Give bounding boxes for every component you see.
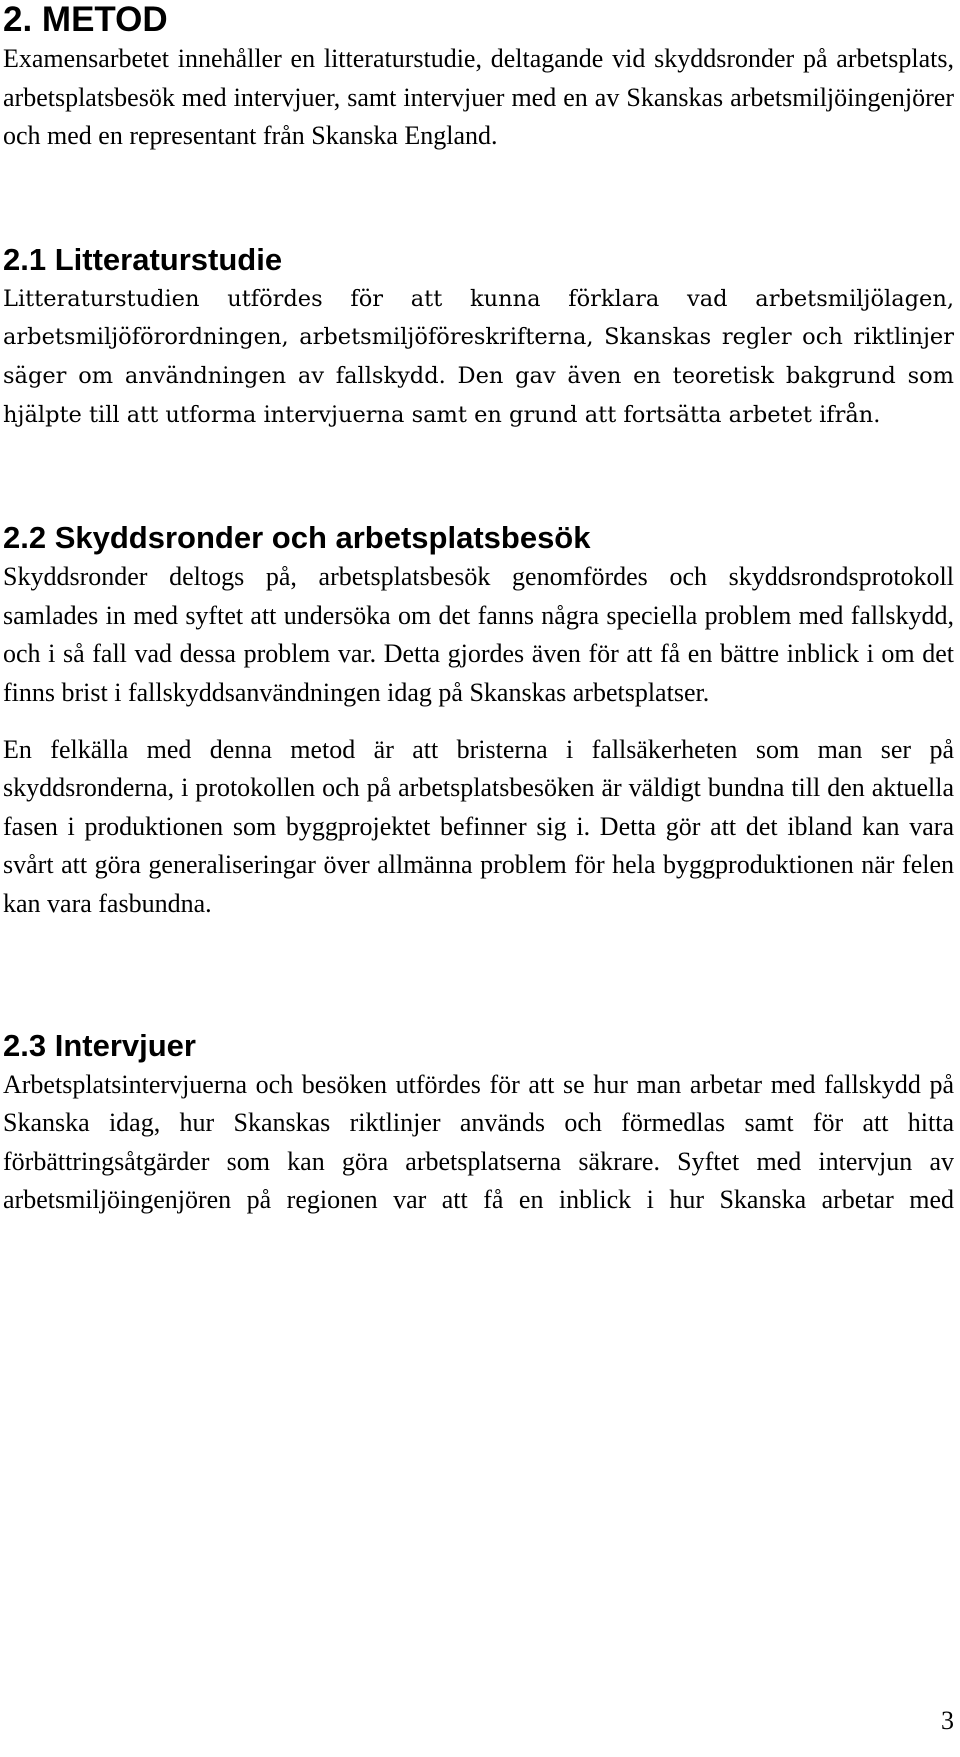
- intro-paragraph: Examensarbetet innehåller en litteraturstudie, deltagande vid skyddsronder på arbetsplats, arbetsplatsbesök med intervjuer, samt intervjuer med en av Skanskas arbetsmiljöingenjörer och med en representant från Skanska England.: [3, 44, 954, 151]
- section-paragraph: Litteraturstudien utfördes för att kunna förklara vad arbetsmiljölagen, arbetsmiljöförordningen, arbetsmiljöföreskrifterna, Skanskas regler och riktlinjer säger om användningen av fallskydd. Den gav även en teoretisk bakgrund som hjälpte till att utforma intervjuerna samt en grund att fortsätta arbetet ifrån.: [3, 285, 954, 428]
- section-heading: 2.1 Litteraturstudie: [3, 241, 283, 277]
- section-paragraph: Arbetsplatsintervjuerna och besöken utfördes för att se hur man arbetar med fallskydd på Skanska idag, hur Skanskas riktlinjer används och förmedlas samt för att hitta förbättringsåtgärder som kan göra arbetsplatserna säkrare. Syftet med intervjun av arbetsmiljöingenjören på regionen var att få en inblick i hur Skanska arbetar med: [3, 1069, 954, 1215]
- section-paragraph: Skyddsronder deltogs på, arbetsplatsbesök genomfördes och skyddsrondsprotokoll samlades in med syftet att undersöka om det fanns några speciella problem med fallskydd, och i så fall vad dessa problem var. Detta gjordes även för att få en bättre inblick i om det finns brist i fallskyddsanvändningen idag på Skanskas arbetsplatser.: [3, 562, 954, 707]
- section-safety-rounds: [3, 518, 954, 923]
- section-heading: 2.3 Intervjuer: [3, 1027, 196, 1063]
- section-literature-study: [3, 240, 954, 434]
- section-heading: 2.2 Skyddsronder och arbetsplatsbesök: [3, 520, 591, 556]
- spacer: [3, 434, 954, 518]
- section-paragraph: En felkälla med denna metod är att bristerna i fallsäkerheten som man ser på skyddsronderna, i protokollen och på arbetsplatsbesöken är väldigt bundna till den aktuella fasen i produktionen som byggprojektet befinner sig i. Detta gör att det ibland kan vara svårt att göra generaliseringar över allmänna problem för hela byggproduktionen när felen kan vara fasbundna.: [3, 734, 954, 918]
- spacer: [3, 924, 954, 1026]
- spacer: [3, 713, 954, 731]
- spacer: [3, 156, 954, 240]
- chapter-heading: 2. METOD: [3, 0, 168, 39]
- section-interviews: [3, 1026, 954, 1220]
- page-number: 3: [941, 1706, 954, 1735]
